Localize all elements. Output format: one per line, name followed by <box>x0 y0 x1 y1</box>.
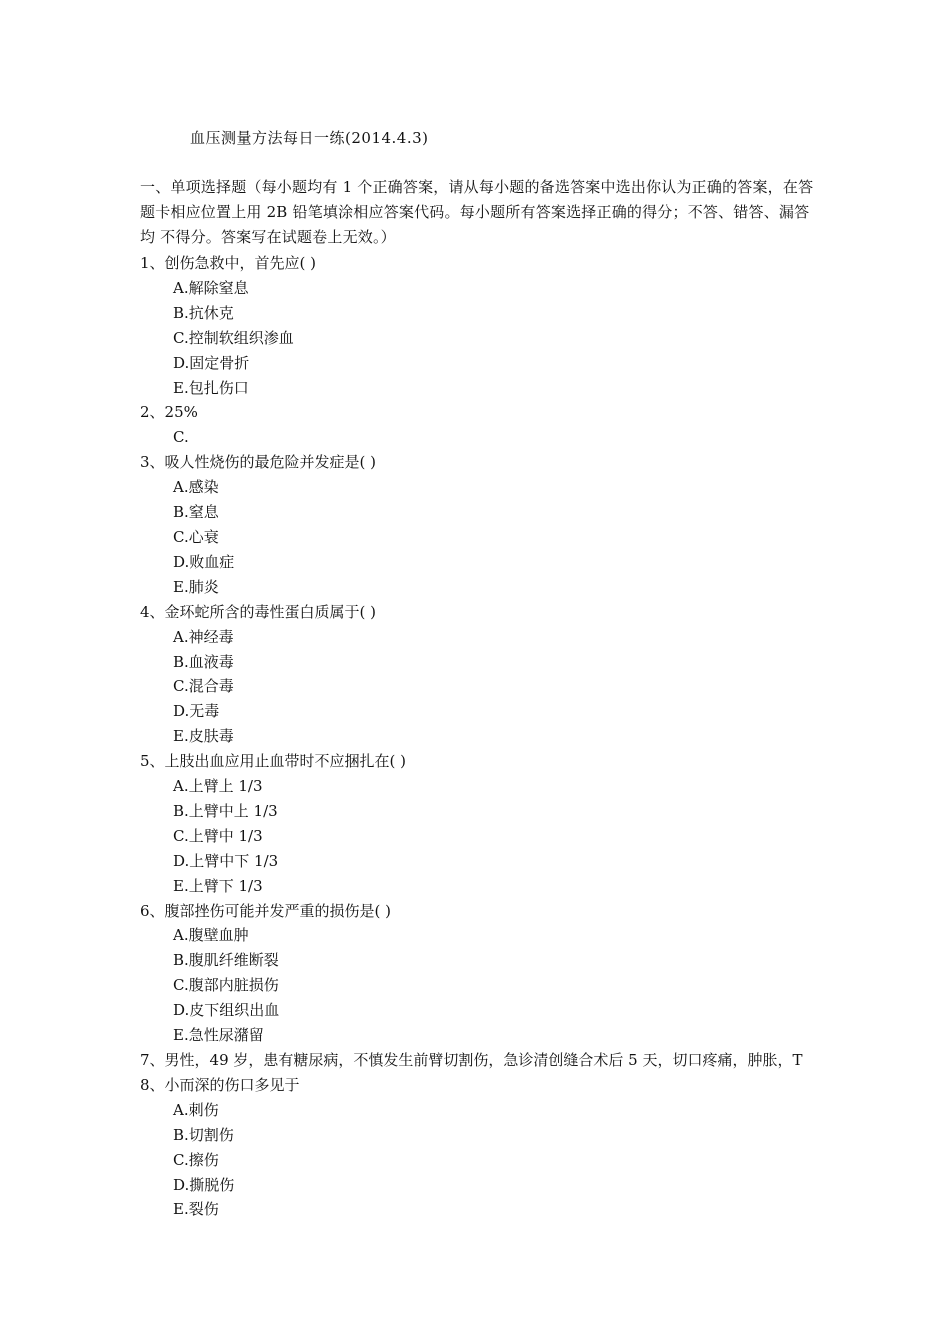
answer-option: E.包扎伤口 <box>173 378 249 397</box>
answer-option: A.感染 <box>173 478 219 497</box>
question-text: 7、男性，49 岁，患有糖尿病，不慎发生前臂切割伤，急诊清创缝合术后 5 天，切口疼痛，肿胀，T <box>140 1051 803 1069</box>
answer-option: A.解除窒息 <box>173 278 249 297</box>
answer-option: C.腹部内脏损伤 <box>173 976 279 995</box>
answer-option: B.抗休克 <box>173 303 234 322</box>
question-text: 8、小而深的伤口多见于 <box>140 1075 300 1094</box>
answer-option: B.窒息 <box>173 503 219 522</box>
answer-option: C.上臂中 1/3 <box>173 826 263 845</box>
answer-option: C.擦伤 <box>173 1150 219 1169</box>
answer-option: E.上臂下 1/3 <box>173 876 263 895</box>
answer-option: A.刺伤 <box>173 1100 219 1119</box>
question-list <box>140 251 840 1222</box>
answer-option: C. <box>173 428 189 447</box>
section-instructions: 一、单项选择题（每小题均有 1 个正确答案，请从每小题的备选答案中选出你认为正确的答案，在答题卡相应位置上用 2B 铅笔填涂相应答案代码。每小题所有答案选择正确的得分；不答、错答、漏答均 不得分。答案写在试题卷上无效。） <box>140 178 814 246</box>
answer-option: C.心衰 <box>173 527 219 546</box>
answer-option: A.腹壁血肿 <box>173 926 249 945</box>
answer-option: B.上臂中上 1/3 <box>173 801 278 820</box>
question-text: 5、上肢出血应用止血带时不应捆扎在( ) <box>140 752 407 771</box>
question-text: 3、吸人性烧伤的最危险并发症是( ) <box>140 453 377 472</box>
question-text: 4、金环蛇所含的毒性蛋白质属于( ) <box>140 602 377 621</box>
question-text: 6、腹部挫伤可能并发严重的损伤是( ) <box>140 901 392 920</box>
answer-option: B.血液毒 <box>173 652 234 671</box>
document-title: 血压测量方法每日一练(2014.4.3) <box>190 129 429 147</box>
answer-option: E.裂伤 <box>173 1200 219 1219</box>
answer-option: C.控制软组织渗血 <box>173 328 294 347</box>
answer-option: B.腹肌纤维断裂 <box>173 951 279 970</box>
answer-option: B.切割伤 <box>173 1125 234 1144</box>
answer-option: D.败血症 <box>173 552 235 571</box>
answer-option: C.混合毒 <box>173 677 234 696</box>
answer-option: D.无毒 <box>173 702 220 721</box>
question-text: 1、创伤急救中，首先应( ) <box>140 254 317 272</box>
answer-option: D.撕脱伤 <box>173 1175 235 1194</box>
answer-option: E.皮肤毒 <box>173 727 234 746</box>
answer-option: A.上臂上 1/3 <box>173 777 263 796</box>
answer-option: D.上臂中下 1/3 <box>173 851 279 870</box>
answer-option: E.急性尿潴留 <box>173 1026 264 1045</box>
answer-option: D.固定骨折 <box>173 353 250 372</box>
question-text: 2、25% <box>140 403 198 422</box>
answer-option: E.肺炎 <box>173 577 219 596</box>
answer-option: D.皮下组织出血 <box>173 1001 280 1020</box>
answer-option: A.神经毒 <box>173 627 234 646</box>
